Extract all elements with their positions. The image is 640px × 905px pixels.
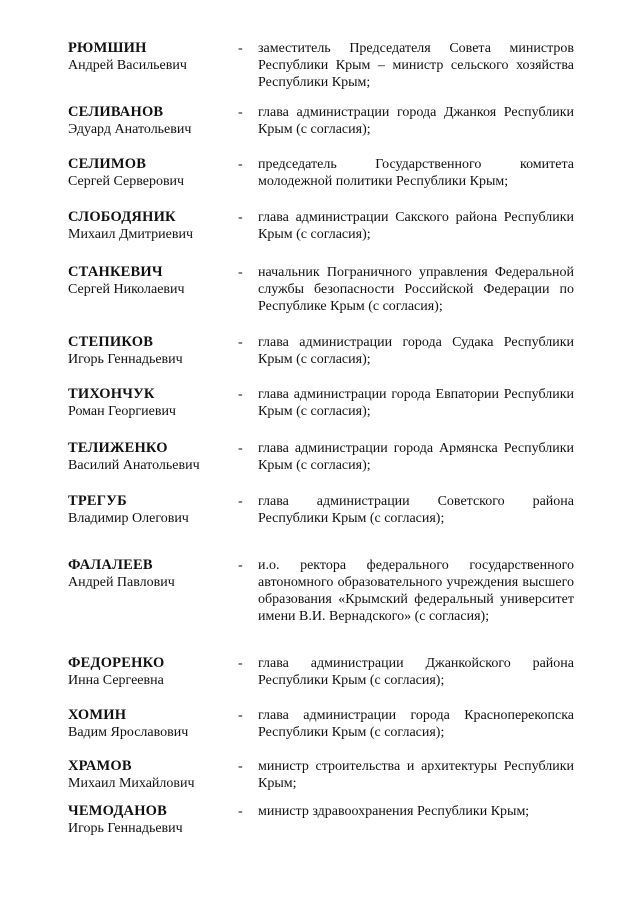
dash-separator: - <box>238 210 243 225</box>
surname: СТАНКЕВИЧ <box>68 264 163 280</box>
position-description: заместитель Председателя Совета министров Республики Крым – министр сельского хозяйства Республики Крым; <box>258 41 574 90</box>
surname: ХРАМОВ <box>68 758 132 774</box>
dash-separator: - <box>238 441 243 456</box>
surname: СЕЛИМОВ <box>68 156 147 172</box>
person-name <box>68 440 238 474</box>
position-description: и.о. ректора федерального государственного автономного образовательного учреждения высшего образования «Крымский федеральный университет имени В.И. Вернадского» (с согласия); <box>258 558 574 624</box>
given-name: Роман Георгиевич <box>68 404 176 419</box>
given-name: Сергей Николаевич <box>68 282 185 297</box>
surname: СЕЛИВАНОВ <box>68 104 164 120</box>
given-name: Михаил Дмитриевич <box>68 227 193 242</box>
dash-separator: - <box>238 558 243 573</box>
surname: ТРЕГУБ <box>68 493 127 509</box>
surname: ЧЕМОДАНОВ <box>68 803 168 819</box>
person-name <box>68 264 238 298</box>
position-description: глава администрации города Джанкоя Республики Крым (с согласия); <box>258 105 574 137</box>
dash-separator: - <box>238 335 243 350</box>
given-name: Василий Анатольевич <box>68 458 200 473</box>
position-description: министр строительства и архитектуры Республики Крым; <box>258 759 574 791</box>
given-name: Игорь Геннадьевич <box>68 352 183 367</box>
given-name: Эдуард Анатольевич <box>68 122 192 137</box>
person-name <box>68 803 238 837</box>
surname: ТЕЛИЖЕНКО <box>68 440 168 456</box>
person-name <box>68 334 238 368</box>
given-name: Андрей Павлович <box>68 575 175 590</box>
dash-separator: - <box>238 157 243 172</box>
surname: ФЕДОРЕНКО <box>68 655 165 671</box>
given-name: Владимир Олегович <box>68 511 189 526</box>
surname: СЛОБОДЯНИК <box>68 209 176 225</box>
surname: ТИХОНЧУК <box>68 386 155 402</box>
dash-separator: - <box>238 759 243 774</box>
person-name <box>68 386 238 420</box>
person-name <box>68 758 238 792</box>
given-name: Сергей Серверович <box>68 174 185 189</box>
given-name: Вадим Ярославович <box>68 725 189 740</box>
position-description: глава администрации города Евпатории Республики Крым (с согласия); <box>258 387 574 419</box>
person-name <box>68 40 238 74</box>
position-description: председатель Государственного комитета молодежной политики Республики Крым; <box>258 157 574 189</box>
dash-separator: - <box>238 804 243 819</box>
person-name <box>68 655 238 689</box>
person-name <box>68 156 238 190</box>
dash-separator: - <box>238 708 243 723</box>
surname: ФАЛАЛЕЕВ <box>68 557 153 573</box>
person-name <box>68 209 238 243</box>
person-name <box>68 557 238 591</box>
position-description: глава администрации Джанкойского района Республики Крым (с согласия); <box>258 656 574 688</box>
position-description: глава администрации Советского района Республики Крым (с согласия); <box>258 494 574 526</box>
given-name: Андрей Васильевич <box>68 58 187 73</box>
surname: ХОМИН <box>68 707 127 723</box>
position-description: глава администрации города Судака Республики Крым (с согласия); <box>258 335 574 367</box>
dash-separator: - <box>238 387 243 402</box>
dash-separator: - <box>238 265 243 280</box>
position-description: глава администрации города Красноперекопска Республики Крым (с согласия); <box>258 708 574 740</box>
person-name <box>68 707 238 741</box>
dash-separator: - <box>238 41 243 56</box>
position-description: начальник Пограничного управления Федеральной службы безопасности Российской Федерации по Республике Крым (с согласия); <box>258 265 574 314</box>
given-name: Михаил Михайлович <box>68 776 195 791</box>
person-name <box>68 104 238 138</box>
position-description: глава администрации Сакского района Республики Крым (с согласия); <box>258 210 574 242</box>
dash-separator: - <box>238 105 243 120</box>
surname: СТЕПИКОВ <box>68 334 154 350</box>
position-description: министр здравоохранения Республики Крым; <box>258 804 530 819</box>
position-description: глава администрации города Армянска Республики Крым (с согласия); <box>258 441 574 473</box>
dash-separator: - <box>238 494 243 509</box>
dash-separator: - <box>238 656 243 671</box>
surname: РЮМШИН <box>68 40 147 56</box>
given-name: Инна Сергеевна <box>68 673 164 688</box>
given-name: Игорь Геннадьевич <box>68 821 183 836</box>
person-name <box>68 493 238 527</box>
